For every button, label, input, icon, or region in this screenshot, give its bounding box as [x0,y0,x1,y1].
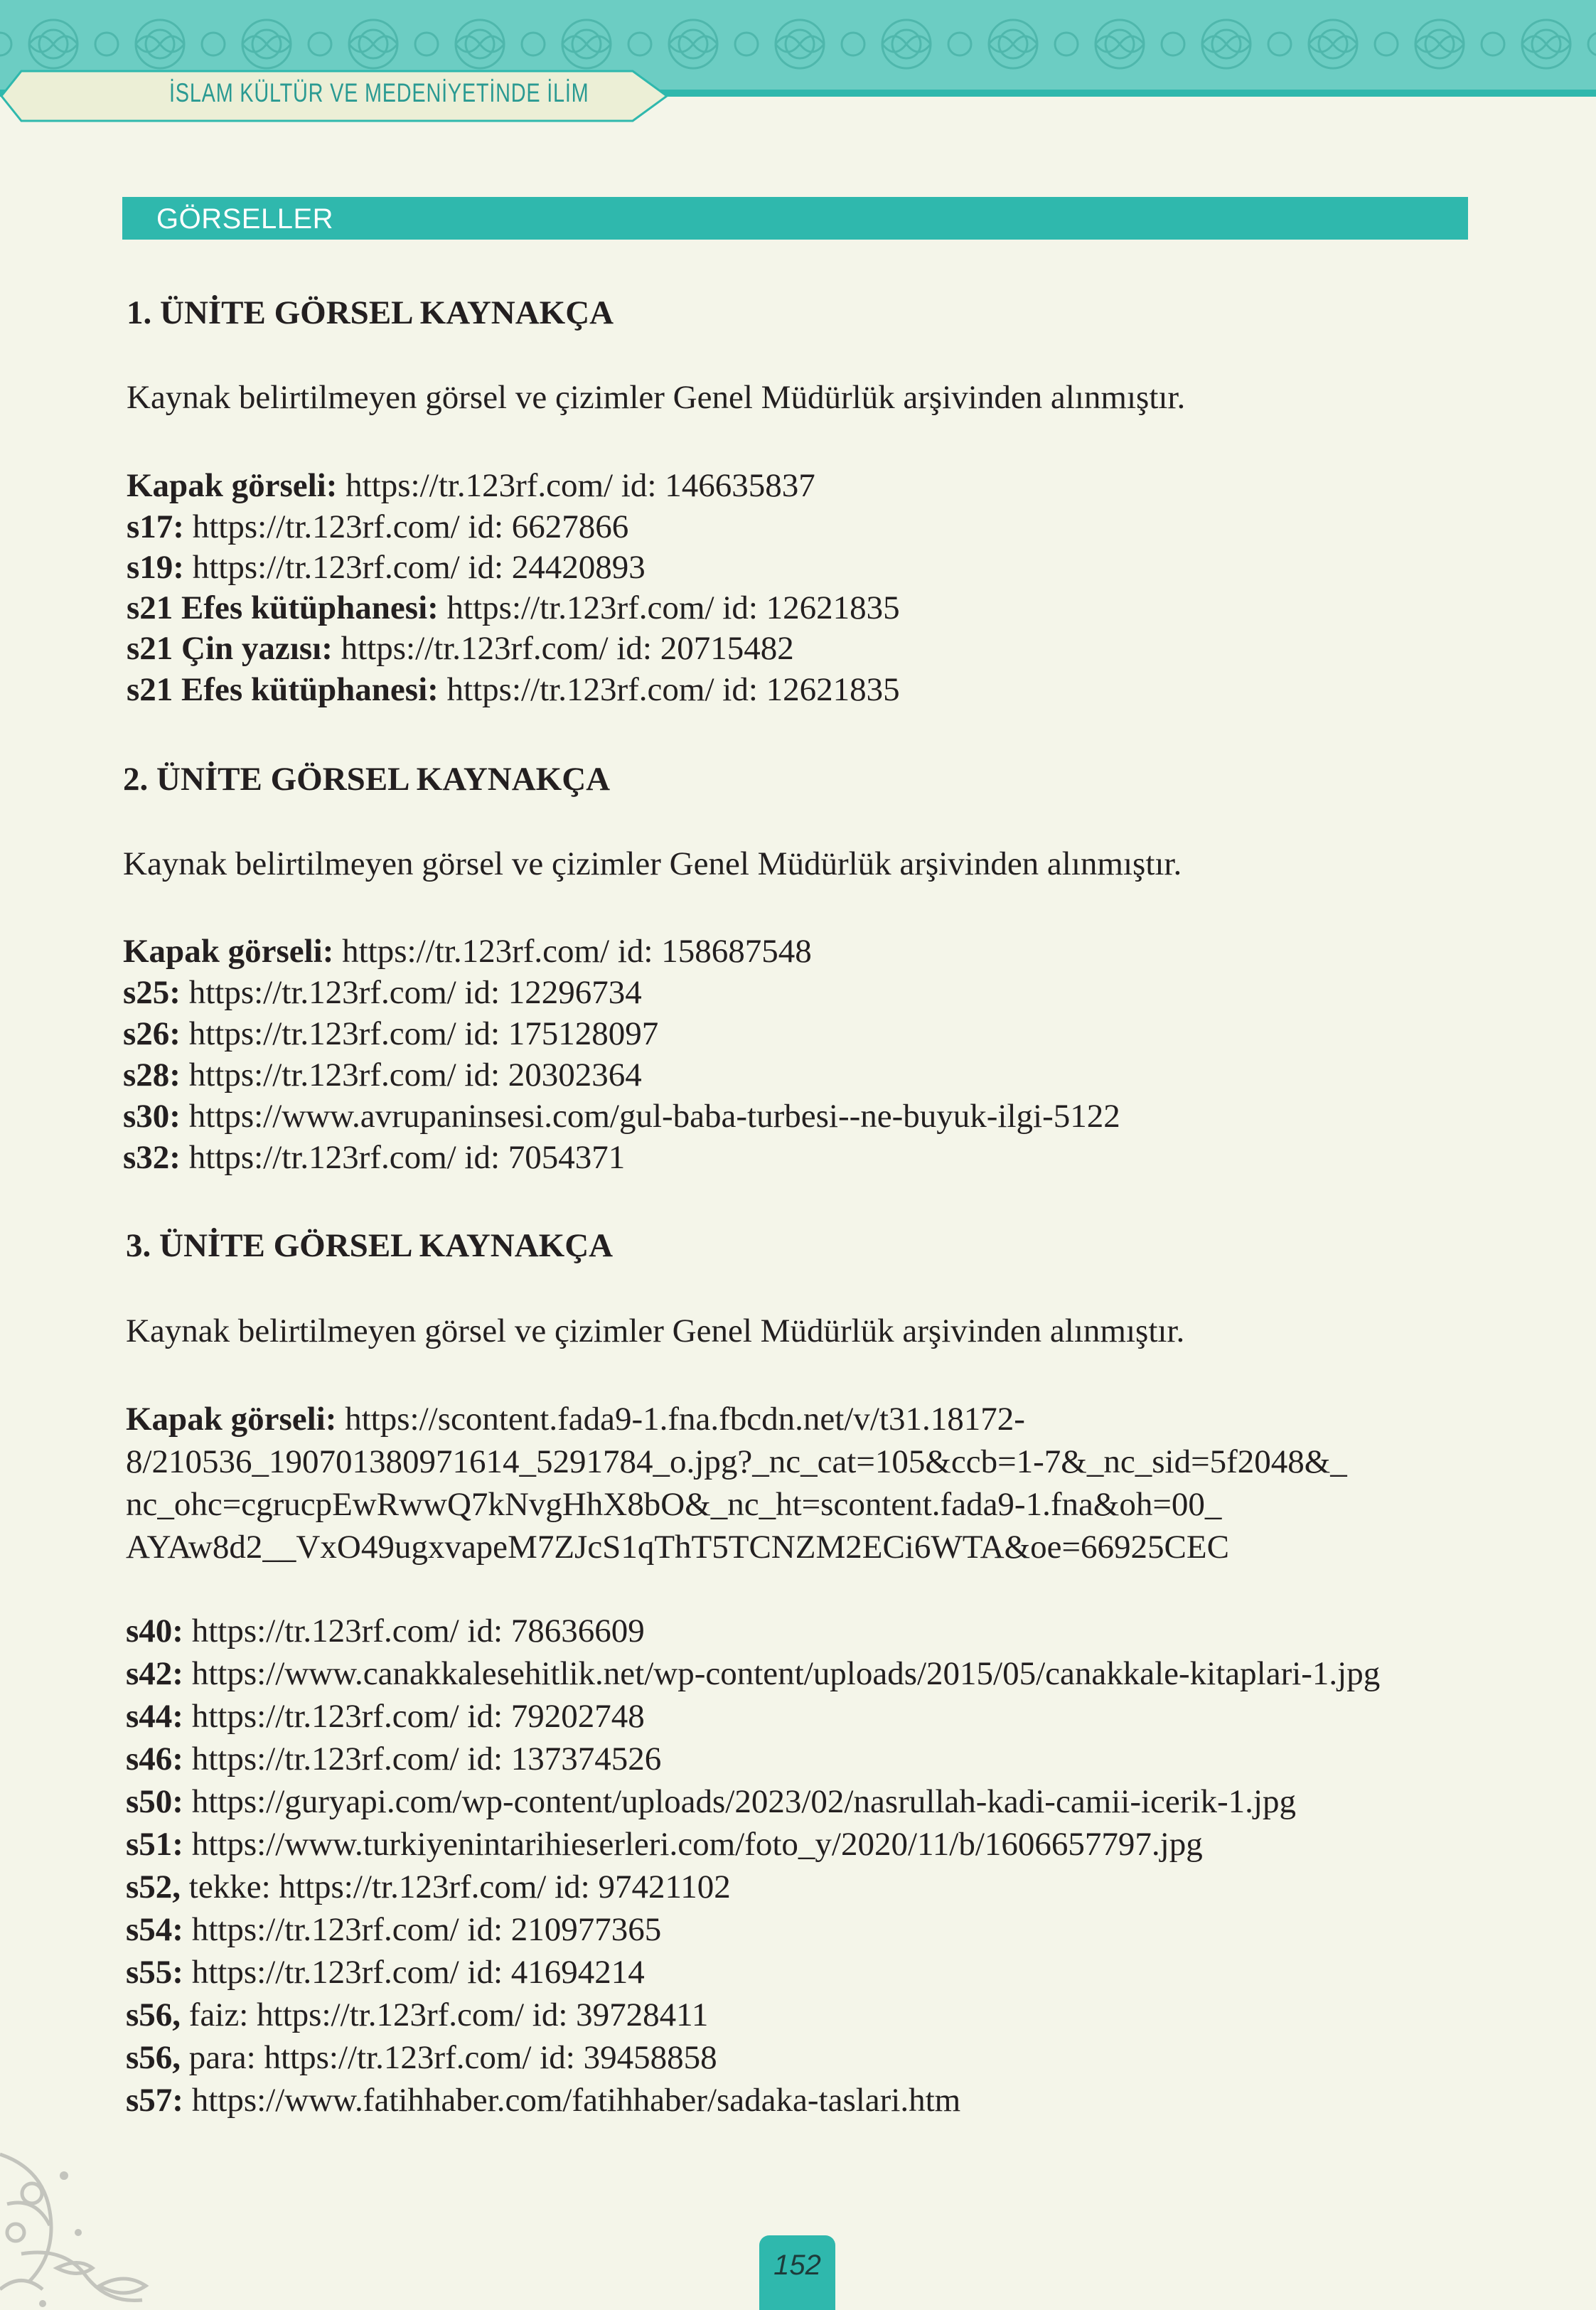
reference-entry [126,1994,708,2036]
unit-heading: 1. ÜNİTE GÖRSEL KAYNAKÇA [127,294,614,331]
reference-entry [127,547,646,588]
entry-url: https://tr.123rf.com/ id: 158687548 [333,933,812,970]
reference-entry [123,931,812,972]
section-bar [122,197,1468,240]
reference-entry [126,1738,661,1780]
entry-url: https://www.canakkalesehitlik.net/wp-content/uploads/2015/05/canakkale-kitaplari-1.jpg [183,1655,1381,1692]
entry-topic: faiz [181,1996,240,2033]
section-title: GÖRSELLER [156,203,334,235]
entry-topic: para [181,2039,247,2076]
reference-entry [127,465,815,506]
unit-note: Kaynak belirtilmeyen görsel ve çizimler Genel Müdürlük arşivinden alınmıştır. [123,845,1182,882]
reference-entry [126,2080,960,2121]
entry-url: https://tr.123rf.com/ id: 210977365 [183,1911,662,1948]
entry-url: : https://tr.123rf.com/ id: 39458858 [246,2039,717,2076]
cover-reference-entry [126,1398,1347,1568]
reference-entry [126,2037,717,2078]
entry-label: s21 Efes kütüphanesi: [127,589,439,626]
entry-label: s52, [126,1868,181,1905]
reference-entry [126,1696,645,1737]
entry-label: s57: [126,2082,183,2119]
page-number: 152 [773,2250,821,2281]
unit-heading: 3. ÜNİTE GÖRSEL KAYNAKÇA [126,1227,614,1264]
running-title: İSLAM KÜLTÜR VE MEDENİYETİNDE İLİM [169,78,589,107]
reference-entry [127,628,794,669]
entry-label: s40: [126,1613,183,1649]
entry-url: https://tr.123rf.com/ id: 7054371 [180,1139,626,1176]
entry-url: https://tr.123rf.com/ id: 79202748 [183,1698,645,1735]
reference-entry [123,1096,1120,1137]
entry-url: https://tr.123rf.com/ id: 12296734 [180,974,642,1011]
entry-url-continued: AYAw8d2__VxO49ugxvapeM7ZJcS1qThT5TCNZM2ECi6WTA&oe=66925CEC [126,1529,1229,1566]
reference-entry [127,669,900,710]
reference-entry [127,506,628,547]
entry-url: https://tr.123rf.com/ id: 146635837 [337,467,815,504]
reference-entry [127,587,900,629]
corner-floral-ornament-icon [0,2126,164,2310]
entry-label: s50: [126,1783,183,1820]
entry-label: s54: [126,1911,183,1948]
reference-entry [123,1054,642,1096]
unit-note: Kaynak belirtilmeyen görsel ve çizimler Genel Müdürlük arşivinden alınmıştır. [126,1312,1185,1349]
reference-entry [126,1653,1380,1694]
entry-url: https://tr.123rf.com/ id: 24420893 [183,549,646,586]
entry-label: s30: [123,1098,181,1135]
entry-url: https://tr.123rf.com/ id: 12621835 [438,589,900,626]
entry-label: s21 Efes kütüphanesi: [127,671,439,708]
entry-url: https://scontent.fada9-1.fna.fbcdn.net/v/t31.18172- [336,1401,1025,1438]
reference-entry [126,1909,661,1950]
reference-entry [123,1137,625,1178]
entry-label: s51: [126,1826,183,1863]
entry-url: https://tr.123rf.com/ id: 12621835 [438,671,900,708]
entry-url-continued: nc_ohc=cgrucpEwRwwQ7kNvgHhX8bO&_nc_ht=scontent.fada9-1.fna&oh=00_ [126,1486,1222,1523]
entry-url: : https://tr.123rf.com/ id: 39728411 [239,1996,709,2033]
page-number-tab [759,2235,835,2310]
entry-label: s21 Çin yazısı: [127,630,333,667]
reference-entry [126,1824,1203,1865]
entry-topic: tekke [181,1868,262,1905]
entry-label: s55: [126,1954,183,1991]
reference-entry [126,1610,645,1652]
entry-url: https://www.avrupaninsesi.com/gul-baba-turbesi--ne-buyuk-ilgi-5122 [180,1098,1120,1135]
entry-url: https://tr.123rf.com/ id: 175128097 [180,1015,659,1052]
entry-url: https://www.turkiyenintarihieserleri.com/foto_y/2020/11/b/1606657797.jpg [183,1826,1203,1863]
reference-entry [123,972,642,1013]
entry-label: Kapak görseli: [123,933,334,970]
reference-entry [123,1013,658,1054]
entry-label: Kapak görseli: [126,1401,337,1438]
entry-url: https://tr.123rf.com/ id: 41694214 [183,1954,645,1991]
entry-url: : https://tr.123rf.com/ id: 97421102 [261,1868,731,1905]
entry-label: s32: [123,1139,181,1176]
entry-label: s28: [123,1057,181,1093]
entry-label: s17: [127,508,184,545]
unit-note: Kaynak belirtilmeyen görsel ve çizimler Genel Müdürlük arşivinden alınmıştır. [127,379,1186,416]
entry-label: s25: [123,974,181,1011]
reference-entry [126,1866,731,1908]
entry-url: https://tr.123rf.com/ id: 78636609 [183,1613,645,1649]
entry-url: https://tr.123rf.com/ id: 137374526 [183,1740,662,1777]
entry-url: https://tr.123rf.com/ id: 6627866 [183,508,629,545]
unit-heading: 2. ÜNİTE GÖRSEL KAYNAKÇA [123,761,611,798]
entry-url-continued: 8/210536_190701380971614_5291784_o.jpg?_nc_cat=105&ccb=1-7&_nc_sid=5f2048&_ [126,1443,1347,1480]
entry-url: https://guryapi.com/wp-content/uploads/2023/02/nasrullah-kadi-camii-icerik-1.jpg [183,1783,1296,1820]
entry-label: s19: [127,549,184,586]
entry-url: https://tr.123rf.com/ id: 20302364 [180,1057,642,1093]
entry-label: Kapak görseli: [127,467,338,504]
entry-label: s56, [126,1996,181,2033]
entry-url: https://www.fatihhaber.com/fatihhaber/sadaka-taslari.htm [183,2082,961,2119]
entry-label: s44: [126,1698,183,1735]
reference-entry [126,1952,645,1993]
entry-label: s46: [126,1740,183,1777]
entry-url: https://tr.123rf.com/ id: 20715482 [332,630,794,667]
entry-label: s26: [123,1015,181,1052]
entry-label: s42: [126,1655,183,1692]
reference-entry [126,1781,1296,1822]
entry-label: s56, [126,2039,181,2076]
